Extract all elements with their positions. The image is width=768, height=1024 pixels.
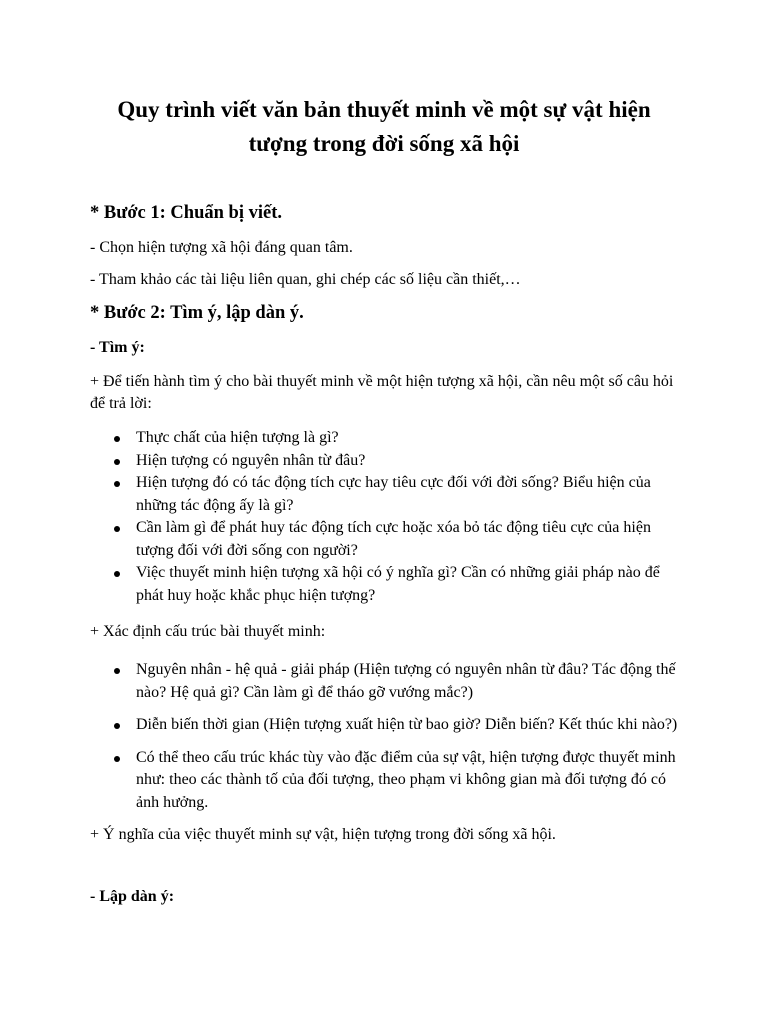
outline-label: - Lập dàn ý:	[90, 888, 175, 905]
step2-heading: * Bước 2: Tìm ý, lập dàn ý.	[90, 303, 304, 323]
structure-item: Có thể theo cấu trúc khác tùy vào đặc điểm của sự vật, hiện tượng được thuyết minh như: theo các thành tố của đối tượng, theo phạm vi không gian mà đối tượng đó có ảnh hưởng.	[90, 747, 678, 815]
structures-list	[90, 659, 678, 814]
structure-item: Diễn biến thời gian (Hiện tượng xuất hiện từ bao giờ? Diễn biến? Kết thúc khi nào?)	[90, 714, 678, 737]
find-ideas-intro: + Để tiến hành tìm ý cho bài thuyết minh về một hiện tượng xã hội, cần nêu một số câu hỏi để trả lời:	[90, 373, 674, 412]
question-item: Việc thuyết minh hiện tượng xã hội có ý nghĩa gì? Cần có những giải pháp nào để phát huy hoặc khắc phục hiện tượng?	[90, 562, 678, 607]
question-item: Hiện tượng có nguyên nhân từ đâu?	[90, 450, 678, 473]
questions-list	[90, 427, 678, 607]
meaning-line: + Ý nghĩa của việc thuyết minh sự vật, hiện tượng trong đời sống xã hội.	[90, 826, 556, 843]
step1-line-1: - Chọn hiện tượng xã hội đáng quan tâm.	[90, 239, 353, 256]
question-item: Hiện tượng đó có tác động tích cực hay tiêu cực đối với đời sống? Biểu hiện của những tác động ấy là gì?	[90, 472, 678, 517]
document-title: Quy trình viết văn bản thuyết minh về một sự vật hiện tượng trong đời sống xã hội	[117, 97, 651, 156]
step1-heading: * Bước 1: Chuẩn bị viết.	[90, 203, 282, 223]
structure-intro: + Xác định cấu trúc bài thuyết minh:	[90, 623, 326, 640]
question-item: Cần làm gì để phát huy tác động tích cực hoặc xóa bỏ tác động tiêu cực của hiện tượng đối với đời sống con người?	[90, 517, 678, 562]
structure-item: Nguyên nhân - hệ quả - giải pháp (Hiện tượng có nguyên nhân từ đâu? Tác động thế nào? Hệ quả gì? Cần làm gì để tháo gỡ vướng mắc?)	[90, 659, 678, 704]
question-item: Thực chất của hiện tượng là gì?	[90, 427, 678, 450]
find-ideas-label: - Tìm ý:	[90, 339, 145, 356]
step1-line-2: - Tham khảo các tài liệu liên quan, ghi chép các số liệu cần thiết,…	[90, 271, 521, 288]
